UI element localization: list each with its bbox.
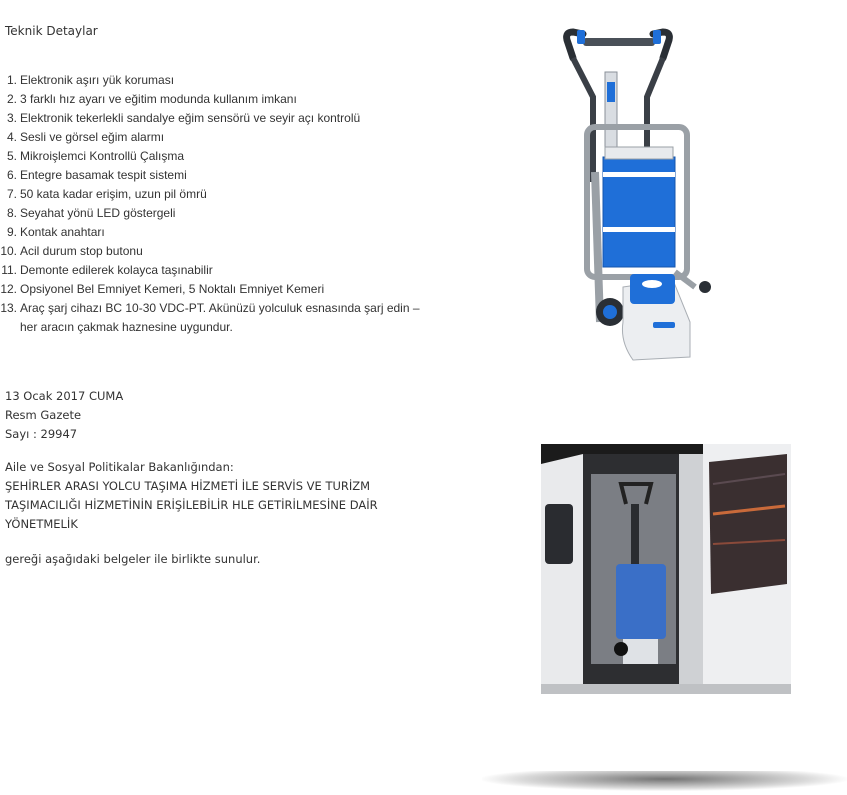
list-number: 13. [0,301,17,315]
ministry-name: Aile ve Sosyal Politikalar Bakanlığından: [5,460,234,474]
list-text: Demonte edilerek kolayca taşınabilir [20,263,213,277]
gazette-info [5,387,123,444]
list-text: Acil durum stop butonu [20,244,143,258]
list-text: 50 kata kadar erişim, uzun pil ömrü [20,187,207,201]
list-text: Opsiyonel Bel Emniyet Kemeri, 5 Noktalı Emniyet Kemeri [20,282,325,296]
list-item [0,204,420,223]
regulation-title-line: TAŞIMACILIĞI HİZMETİNİN ERİŞİLEBİLİR HLE GETİRİLMESİNE DAİR [5,498,378,512]
gazette-date: 13 Ocak 2017 CUMA [5,389,124,403]
list-number: 3. [6,111,17,125]
list-item [0,109,420,128]
list-number: 1. [6,73,17,87]
list-text: Mikroişlemci Kontrollü Çalışma [20,149,185,163]
regulation-title-line: YÖNETMELİK [5,517,78,531]
list-number: 11. [1,263,17,277]
list-item [0,166,420,185]
list-item [0,223,420,242]
list-text: Seyahat yönü LED göstergeli [20,206,176,220]
van-stair-climber-photo [541,444,791,694]
list-text: Kontak anahtarı [20,225,105,239]
gazette-issue: Sayı : 29947 [5,427,78,441]
list-item [0,128,420,147]
van-illustration [541,444,791,694]
stair-climber-image [555,22,715,367]
list-item [0,299,420,337]
closing-text: gereği aşağıdaki belgeler ile birlikte sunulur. [5,552,261,566]
list-item [0,261,420,280]
list-text: 3 farklı hız ayarı ve eğitim modunda kullanım imkanı [20,92,297,106]
list-item [0,71,420,90]
list-item [0,185,420,204]
regulation-info [5,458,378,534]
list-number: 8. [6,206,17,220]
feature-list [0,71,420,337]
list-item [0,90,420,109]
list-text: Elektronik aşırı yük koruması [20,73,175,87]
list-item [0,242,420,261]
list-text: Elektronik tekerlekli sandalye eğim sensörü ve seyir açı kontrolü [20,111,361,125]
list-number: 5. [6,149,17,163]
list-number: 12. [0,282,17,296]
list-number: 7. [6,187,17,201]
list-number: 6. [6,168,17,182]
list-number: 10. [0,244,17,258]
section-heading: Teknik Detaylar [5,24,98,38]
list-text: Entegre basamak tespit sistemi [20,168,187,182]
list-number: 2. [6,92,17,106]
list-text: Sesli ve görsel eğim alarmı [20,130,165,144]
list-text: Araç şarj cihazı BC 10-30 VDC-PT. Akünüzü yolculuk esnasında şarj edin – her aracın çakmak haznesine uygundur. [20,301,420,334]
list-item [0,147,420,166]
list-item [0,280,420,299]
regulation-title-line: ŞEHİRLER ARASI YOLCU TAŞIMA HİZMETİ İLE SERVİS VE TURİZM [5,479,371,493]
gazette-name: Resm Gazete [5,408,82,422]
list-number: 9. [6,225,17,239]
shadow-divider [482,771,847,791]
list-number: 4. [6,130,17,144]
